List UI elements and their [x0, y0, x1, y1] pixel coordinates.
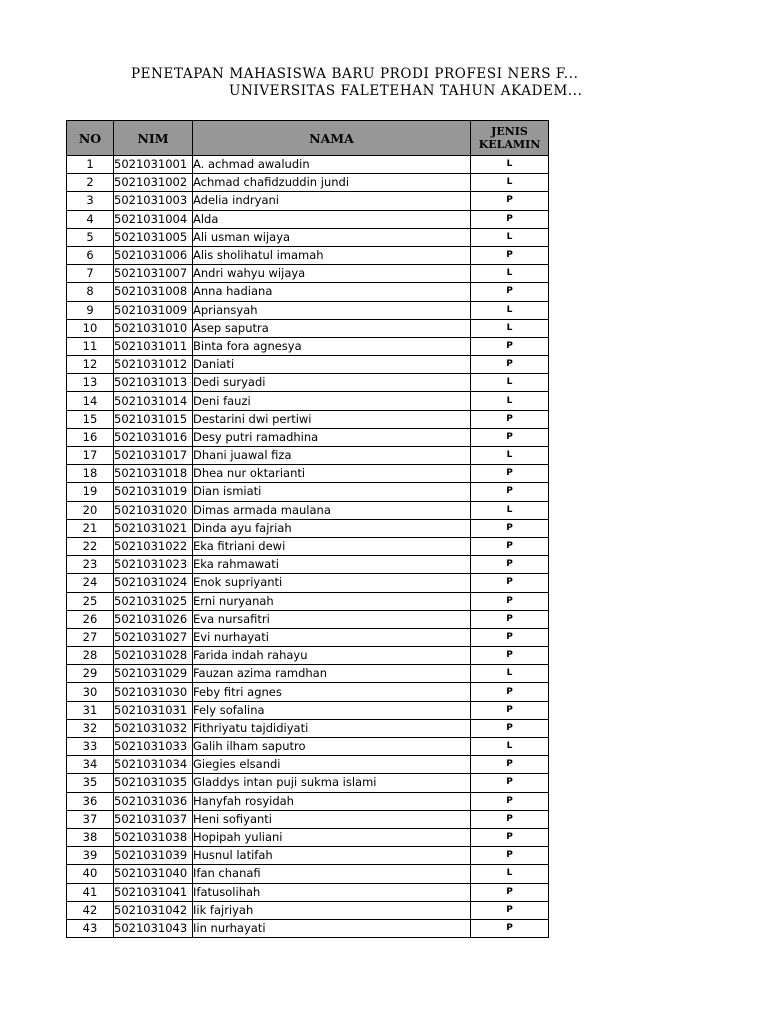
table-row — [67, 628, 549, 646]
row-gender: P — [471, 828, 549, 846]
row-number: 3 — [67, 192, 114, 210]
row-number: 16 — [67, 428, 114, 446]
row-number: 31 — [67, 701, 114, 719]
column-header-kelamin: KELAMIN — [478, 138, 541, 151]
table-row — [67, 719, 549, 737]
row-gender: P — [471, 883, 549, 901]
row-name: Husnul latifah — [193, 847, 471, 865]
row-number: 22 — [67, 537, 114, 555]
row-name: Enok supriyanti — [193, 574, 471, 592]
row-number: 21 — [67, 519, 114, 537]
row-name: Binta fora agnesya — [193, 337, 471, 355]
row-number: 34 — [67, 756, 114, 774]
row-nim: 5021031037 — [114, 810, 193, 828]
row-number: 12 — [67, 356, 114, 374]
table-row — [67, 592, 549, 610]
row-name: Fely sofalina — [193, 701, 471, 719]
row-number: 2 — [67, 174, 114, 192]
table-row — [67, 774, 549, 792]
row-number: 15 — [67, 410, 114, 428]
row-nim: 5021031039 — [114, 847, 193, 865]
row-gender: P — [471, 701, 549, 719]
row-gender: P — [471, 847, 549, 865]
row-nim: 5021031017 — [114, 447, 193, 465]
table-row — [67, 301, 549, 319]
row-gender: P — [471, 465, 549, 483]
table-header-row — [67, 121, 549, 156]
table-row — [67, 901, 549, 919]
row-nim: 5021031032 — [114, 719, 193, 737]
table-row — [67, 283, 549, 301]
table-row — [67, 319, 549, 337]
row-gender: P — [471, 537, 549, 555]
table-row — [67, 228, 549, 246]
row-gender: L — [471, 319, 549, 337]
row-number: 43 — [67, 919, 114, 937]
row-gender: P — [471, 901, 549, 919]
student-table — [66, 120, 549, 938]
document-title-line-2: UNIVERSITAS FALETEHAN TAHUN AKADEM... — [229, 83, 583, 99]
row-nim: 5021031030 — [114, 683, 193, 701]
row-nim: 5021031009 — [114, 301, 193, 319]
table-row — [67, 337, 549, 355]
table-row — [67, 792, 549, 810]
row-gender: P — [471, 774, 549, 792]
row-gender: P — [471, 428, 549, 446]
row-name: Giegies elsandi — [193, 756, 471, 774]
table-row — [67, 665, 549, 683]
table-row — [67, 519, 549, 537]
row-name: Erni nuryanah — [193, 592, 471, 610]
row-gender: P — [471, 283, 549, 301]
table-row — [67, 356, 549, 374]
row-nim: 5021031001 — [114, 156, 193, 174]
row-gender: P — [471, 356, 549, 374]
row-name: Deni fauzi — [193, 392, 471, 410]
row-gender: P — [471, 483, 549, 501]
table-row — [67, 174, 549, 192]
table-row — [67, 810, 549, 828]
row-nim: 5021031010 — [114, 319, 193, 337]
row-nim: 5021031028 — [114, 647, 193, 665]
row-nim: 5021031003 — [114, 192, 193, 210]
row-number: 27 — [67, 628, 114, 646]
row-gender: L — [471, 501, 549, 519]
row-number: 32 — [67, 719, 114, 737]
table-row — [67, 265, 549, 283]
row-number: 39 — [67, 847, 114, 865]
row-name: Hanyfah rosyidah — [193, 792, 471, 810]
row-number: 42 — [67, 901, 114, 919]
row-gender: L — [471, 447, 549, 465]
row-number: 10 — [67, 319, 114, 337]
row-nim: 5021031013 — [114, 374, 193, 392]
row-name: Adelia indryani — [193, 192, 471, 210]
row-name: Dimas armada maulana — [193, 501, 471, 519]
row-gender: P — [471, 337, 549, 355]
row-name: Dedi suryadi — [193, 374, 471, 392]
row-gender: L — [471, 738, 549, 756]
row-nim: 5021031042 — [114, 901, 193, 919]
row-number: 26 — [67, 610, 114, 628]
column-header-jenis: JENIS — [491, 125, 528, 138]
row-nim: 5021031035 — [114, 774, 193, 792]
row-gender: P — [471, 610, 549, 628]
row-number: 4 — [67, 210, 114, 228]
row-name: Galih ilham saputro — [193, 738, 471, 756]
row-number: 11 — [67, 337, 114, 355]
row-name: Fauzan azima ramdhan — [193, 665, 471, 683]
table-row — [67, 683, 549, 701]
row-number: 17 — [67, 447, 114, 465]
row-nim: 5021031025 — [114, 592, 193, 610]
row-gender: L — [471, 301, 549, 319]
row-gender: L — [471, 228, 549, 246]
table-row — [67, 537, 549, 555]
row-nim: 5021031014 — [114, 392, 193, 410]
document-title-line-1: PENETAPAN MAHASISWA BARU PRODI PROFESI NERS F... — [131, 66, 579, 82]
row-number: 8 — [67, 283, 114, 301]
row-nim: 5021031040 — [114, 865, 193, 883]
row-number: 41 — [67, 883, 114, 901]
row-number: 7 — [67, 265, 114, 283]
table-row — [67, 865, 549, 883]
row-gender: P — [471, 410, 549, 428]
row-number: 37 — [67, 810, 114, 828]
table-row — [67, 465, 549, 483]
row-nim: 5021031008 — [114, 283, 193, 301]
table-row — [67, 847, 549, 865]
row-nim: 5021031038 — [114, 828, 193, 846]
row-name: Dian ismiati — [193, 483, 471, 501]
row-gender: P — [471, 556, 549, 574]
table-row — [67, 738, 549, 756]
row-gender: L — [471, 865, 549, 883]
row-nim: 5021031002 — [114, 174, 193, 192]
row-nim: 5021031011 — [114, 337, 193, 355]
column-header-nim: NIM — [114, 121, 193, 156]
row-name: Eva nursafitri — [193, 610, 471, 628]
row-number: 35 — [67, 774, 114, 792]
row-nim: 5021031041 — [114, 883, 193, 901]
row-name: Anna hadiana — [193, 283, 471, 301]
row-number: 6 — [67, 246, 114, 264]
table-row — [67, 756, 549, 774]
row-gender: P — [471, 192, 549, 210]
table-row — [67, 647, 549, 665]
row-name: Gladdys intan puji sukma islami — [193, 774, 471, 792]
table-row — [67, 192, 549, 210]
row-name: Iin nurhayati — [193, 919, 471, 937]
row-number: 14 — [67, 392, 114, 410]
row-number: 23 — [67, 556, 114, 574]
row-name: Evi nurhayati — [193, 628, 471, 646]
row-nim: 5021031019 — [114, 483, 193, 501]
row-number: 24 — [67, 574, 114, 592]
row-name: A. achmad awaludin — [193, 156, 471, 174]
row-number: 33 — [67, 738, 114, 756]
row-number: 38 — [67, 828, 114, 846]
table-row — [67, 501, 549, 519]
row-nim: 5021031007 — [114, 265, 193, 283]
column-header-jenis-kelamin — [471, 121, 549, 156]
table-row — [67, 483, 549, 501]
row-name: Dinda ayu fajriah — [193, 519, 471, 537]
row-nim: 5021031018 — [114, 465, 193, 483]
row-nim: 5021031026 — [114, 610, 193, 628]
table-body — [67, 156, 549, 938]
table-row — [67, 701, 549, 719]
row-nim: 5021031022 — [114, 537, 193, 555]
row-nim: 5021031024 — [114, 574, 193, 592]
row-nim: 5021031036 — [114, 792, 193, 810]
row-nim: 5021031043 — [114, 919, 193, 937]
row-nim: 5021031033 — [114, 738, 193, 756]
table-row — [67, 919, 549, 937]
row-nim: 5021031034 — [114, 756, 193, 774]
column-header-nama: NAMA — [193, 121, 471, 156]
table-row — [67, 556, 549, 574]
row-gender: P — [471, 628, 549, 646]
row-gender: P — [471, 810, 549, 828]
row-name: Heni sofiyanti — [193, 810, 471, 828]
row-gender: P — [471, 246, 549, 264]
table-row — [67, 156, 549, 174]
row-gender: P — [471, 574, 549, 592]
table-row — [67, 610, 549, 628]
row-name: Asep saputra — [193, 319, 471, 337]
row-number: 20 — [67, 501, 114, 519]
row-name: Apriansyah — [193, 301, 471, 319]
row-name: Eka rahmawati — [193, 556, 471, 574]
row-name: Ifatusolihah — [193, 883, 471, 901]
row-gender: L — [471, 156, 549, 174]
row-name: Dhani juawal fiza — [193, 447, 471, 465]
table-row — [67, 392, 549, 410]
table-row — [67, 374, 549, 392]
table-row — [67, 246, 549, 264]
row-name: Ali usman wijaya — [193, 228, 471, 246]
row-name: Farida indah rahayu — [193, 647, 471, 665]
row-name: Hopipah yuliani — [193, 828, 471, 846]
row-name: Andri wahyu wijaya — [193, 265, 471, 283]
table-row — [67, 410, 549, 428]
row-number: 28 — [67, 647, 114, 665]
table-row — [67, 574, 549, 592]
row-number: 36 — [67, 792, 114, 810]
row-name: Dhea nur oktarianti — [193, 465, 471, 483]
row-gender: L — [471, 665, 549, 683]
row-nim: 5021031006 — [114, 246, 193, 264]
row-gender: P — [471, 919, 549, 937]
row-name: Desy putri ramadhina — [193, 428, 471, 446]
row-gender: L — [471, 174, 549, 192]
row-name: Destarini dwi pertiwi — [193, 410, 471, 428]
row-gender: P — [471, 210, 549, 228]
row-name: Alda — [193, 210, 471, 228]
row-number: 25 — [67, 592, 114, 610]
row-nim: 5021031029 — [114, 665, 193, 683]
row-gender: P — [471, 792, 549, 810]
row-nim: 5021031012 — [114, 356, 193, 374]
row-name: Feby fitri agnes — [193, 683, 471, 701]
row-number: 29 — [67, 665, 114, 683]
row-number: 1 — [67, 156, 114, 174]
row-number: 13 — [67, 374, 114, 392]
row-name: Alis sholihatul imamah — [193, 246, 471, 264]
row-nim: 5021031020 — [114, 501, 193, 519]
row-number: 5 — [67, 228, 114, 246]
table-header — [67, 121, 549, 156]
row-gender: L — [471, 392, 549, 410]
row-number: 30 — [67, 683, 114, 701]
row-nim: 5021031005 — [114, 228, 193, 246]
row-gender: P — [471, 519, 549, 537]
table-row — [67, 428, 549, 446]
row-number: 9 — [67, 301, 114, 319]
row-number: 19 — [67, 483, 114, 501]
table-row — [67, 210, 549, 228]
row-number: 40 — [67, 865, 114, 883]
row-nim: 5021031023 — [114, 556, 193, 574]
row-nim: 5021031016 — [114, 428, 193, 446]
table-row — [67, 447, 549, 465]
row-gender: P — [471, 719, 549, 737]
row-nim: 5021031004 — [114, 210, 193, 228]
row-name: Fithriyatu tajdidiyati — [193, 719, 471, 737]
row-name: Daniati — [193, 356, 471, 374]
row-number: 18 — [67, 465, 114, 483]
row-gender: P — [471, 592, 549, 610]
row-name: Achmad chafidzuddin jundi — [193, 174, 471, 192]
column-header-no: NO — [67, 121, 114, 156]
row-nim: 5021031015 — [114, 410, 193, 428]
row-gender: P — [471, 756, 549, 774]
row-gender: P — [471, 647, 549, 665]
row-gender: L — [471, 374, 549, 392]
table-row — [67, 828, 549, 846]
row-name: Eka fitriani dewi — [193, 537, 471, 555]
table-row — [67, 883, 549, 901]
row-name: Iik fajriyah — [193, 901, 471, 919]
row-nim: 5021031031 — [114, 701, 193, 719]
row-gender: L — [471, 265, 549, 283]
row-gender: P — [471, 683, 549, 701]
row-name: Ifan chanafi — [193, 865, 471, 883]
row-nim: 5021031021 — [114, 519, 193, 537]
row-nim: 5021031027 — [114, 628, 193, 646]
